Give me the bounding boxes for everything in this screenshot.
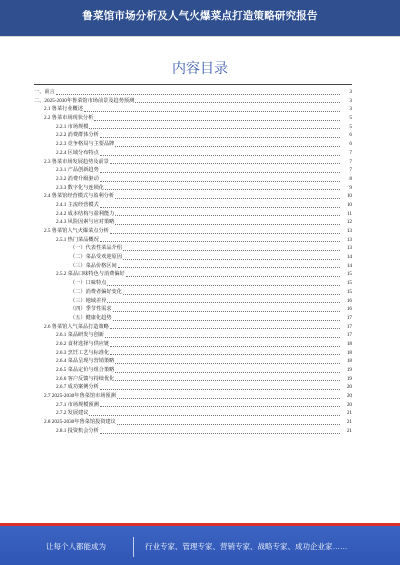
toc-entry-label: 2.8.1 投资机会分析	[56, 427, 99, 434]
toc-leader-dots	[94, 114, 340, 121]
toc-entry-page: 7	[349, 167, 352, 174]
toc-entry-label: 2.2.4 区域分布特点	[56, 149, 99, 156]
toc-leader-dots	[105, 184, 340, 191]
toc-entry[interactable]	[34, 227, 352, 236]
toc-entry-page: 20	[346, 393, 352, 400]
toc-entry-page: 3	[349, 106, 352, 113]
toc-entry-page: 9	[349, 184, 352, 191]
toc-leader-dots	[110, 340, 340, 347]
toc-entry-label: 2.4.3 风险因素与应对策略	[56, 219, 115, 226]
toc-entry-label: 2.6.7 成功案例分析	[56, 384, 99, 391]
toc-entry-page: 21	[346, 419, 352, 426]
toc-leader-dots	[115, 192, 340, 199]
page-header	[0, 0, 400, 36]
toc-leader-dots	[89, 409, 340, 416]
toc-entry[interactable]	[34, 340, 352, 349]
toc-entry-page: 8	[349, 175, 352, 182]
toc-leader-dots	[100, 236, 340, 243]
toc-leader-dots	[118, 262, 340, 269]
toc-entry[interactable]	[34, 427, 352, 436]
toc-entry-label: 2.5.2 菜品口味特色与消费偏好	[56, 271, 125, 278]
toc-leader-dots	[115, 366, 340, 373]
toc-entry-page: 5	[349, 115, 352, 122]
toc-entry-page: 10	[346, 201, 352, 208]
toc-entry-label: （二）菜品受欢迎原因	[70, 254, 122, 261]
toc-entry[interactable]	[34, 383, 352, 392]
toc-leader-dots	[113, 305, 340, 312]
toc-entry-page: 10	[346, 193, 352, 200]
toc-entry[interactable]	[34, 279, 352, 288]
toc-entry[interactable]	[34, 236, 352, 245]
toc-entry-label: 2.7 2025-2030年鲁菜馆市场预测	[44, 393, 116, 400]
toc-entry-label: 2.7.2 发展建议	[56, 410, 89, 417]
toc-entry-label: 二、2025-2030年鲁菜馆市场前景及趋势预测	[34, 97, 135, 104]
toc-entry[interactable]	[34, 401, 352, 410]
toc-leader-dots	[115, 375, 340, 382]
toc-entry-label: 2.6.5 菜品定价与组合策略	[56, 367, 115, 373]
toc-entry[interactable]	[34, 288, 352, 297]
report-title: 鲁菜馆市场分析及人气火爆菜点打造策略研究报告	[82, 10, 318, 22]
toc-entry[interactable]	[34, 357, 352, 366]
toc-entry[interactable]	[34, 166, 352, 175]
header-divider	[0, 36, 400, 37]
toc-entry-label: （五）健康化趋势	[70, 314, 112, 321]
toc-leader-dots	[110, 323, 340, 330]
toc-entry[interactable]	[34, 409, 352, 418]
toc-leader-dots	[100, 166, 340, 173]
toc-leader-dots	[100, 383, 340, 390]
toc-entry-page: 13	[346, 228, 352, 234]
toc-entry[interactable]	[34, 392, 352, 401]
toc-entry-page: 5	[349, 123, 352, 130]
toc-entry[interactable]	[34, 331, 352, 340]
toc-leader-dots	[113, 314, 340, 321]
toc-leader-dots	[123, 288, 340, 295]
toc-entry[interactable]	[34, 349, 352, 358]
toc-entry-page: 15	[346, 271, 352, 278]
toc-leader-dots	[100, 427, 340, 434]
toc-entry-label: 2.4.1 主流经营模式	[56, 201, 99, 208]
toc-leader-dots	[100, 401, 340, 408]
toc-entry-label: 2.7.1 市场规模预测	[56, 401, 99, 408]
toc-entry-page: 20	[346, 401, 352, 408]
toc-entry-label: 2.6.4 菜品呈现与营销策略	[56, 358, 115, 365]
toc-leader-dots	[110, 227, 340, 234]
toc-entry[interactable]	[34, 201, 352, 210]
toc-leader-dots	[115, 357, 340, 364]
toc-leader-dots	[110, 158, 340, 165]
toc-leader-dots	[100, 175, 340, 182]
toc-entry-label: （一）代表性菜品介绍	[70, 245, 122, 252]
toc-entry-page: 21	[346, 427, 352, 434]
toc-entry-label: （三）地域差异	[70, 297, 107, 304]
footer-divider	[133, 537, 134, 557]
toc-entry-page: 17	[346, 314, 352, 321]
toc-leader-dots	[89, 123, 340, 130]
toc-entry-label: （四）季节性需求	[70, 306, 112, 313]
toc-entry[interactable]	[34, 253, 352, 262]
toc-entry-label: 2.4.2 成本结构与盈利能力	[56, 210, 115, 217]
toc-entry-page: 6	[349, 132, 352, 139]
toc-entry-label: 2.6.1 菜品研发与创新	[56, 332, 104, 339]
toc-entry-page: 21	[346, 410, 352, 417]
toc-entry-label: 2.3.3 数字化与连锁化	[56, 184, 104, 191]
toc-entry-page: 19	[346, 367, 352, 373]
toc-entry[interactable]	[34, 192, 352, 201]
toc-entry-page: 20	[346, 384, 352, 391]
toc-entry[interactable]	[34, 105, 352, 114]
toc-entry-label: 2.3.2 消费升级驱动	[56, 175, 99, 182]
toc-entry-page: 16	[346, 306, 352, 313]
toc-entry[interactable]	[34, 158, 352, 167]
footer-accent-stripe	[0, 523, 400, 526]
toc-leader-dots	[135, 97, 340, 104]
toc-leader-dots	[110, 349, 340, 356]
toc-entry-page: 7	[349, 149, 352, 156]
toc-entry-page: 18	[346, 340, 352, 347]
toc-entry[interactable]	[34, 314, 352, 323]
toc-top-rule	[34, 84, 352, 85]
toc-entry-label: （二）消费者偏好变化	[70, 288, 122, 295]
table-of-contents	[34, 88, 352, 436]
toc-entry-label: 2.6.2 食材选择与供应链	[56, 340, 110, 347]
toc-entry-page: 13	[346, 245, 352, 252]
toc-entry-label: 2.1 鲁菜行业概述	[44, 106, 83, 113]
footer-slogan: 让每个人都能成为	[46, 542, 106, 551]
toc-leader-dots	[84, 105, 340, 112]
toc-entry-page: 15	[346, 280, 352, 287]
toc-entry[interactable]	[34, 297, 352, 306]
toc-entry[interactable]	[34, 262, 352, 271]
toc-entry-page: 18	[346, 349, 352, 356]
toc-entry-page: 7	[349, 158, 352, 165]
toc-entry-page: 11	[347, 210, 352, 217]
toc-entry-page: 15	[346, 288, 352, 295]
toc-entry[interactable]	[34, 140, 352, 149]
toc-leader-dots	[117, 418, 340, 425]
toc-entry[interactable]	[34, 123, 352, 132]
toc-entry-page: 17	[346, 323, 352, 330]
toc-entry[interactable]	[34, 305, 352, 314]
toc-leader-dots	[115, 210, 340, 217]
toc-entry-label: 2.4 鲁菜馆经营模式与盈利分析	[44, 193, 115, 200]
toc-leader-dots	[56, 88, 340, 95]
toc-leader-dots	[100, 131, 340, 138]
toc-leader-dots	[123, 244, 340, 251]
toc-entry-label: 一、前言	[34, 89, 55, 95]
toc-entry-page: 12	[346, 219, 352, 226]
toc-entry-label: （三）菜品价格区间	[70, 262, 117, 269]
toc-leader-dots	[100, 149, 340, 156]
toc-entry[interactable]	[34, 270, 352, 279]
toc-title: 内容目录	[172, 60, 228, 76]
toc-entry-page: 17	[346, 332, 352, 339]
toc-entry[interactable]	[34, 218, 352, 227]
toc-entry-label: 2.2 鲁菜市场现状分析	[44, 115, 94, 122]
toc-entry[interactable]	[34, 366, 352, 375]
toc-entry-label: 2.2.2 消费群体分析	[56, 132, 99, 139]
toc-entry-label: 2.6.3 烹饪工艺与标准化	[56, 349, 110, 356]
toc-entry-label: 2.2.1 市场规模	[56, 123, 89, 130]
toc-entry[interactable]	[34, 88, 352, 97]
toc-entry[interactable]	[34, 184, 352, 193]
toc-leader-dots	[123, 253, 340, 260]
toc-entry-label: 2.6.6 客户反馈与持续优化	[56, 375, 115, 382]
toc-entry[interactable]	[34, 131, 352, 140]
toc-entry[interactable]	[34, 175, 352, 184]
footer-tagline: 行业专家、管理专家、营销专家、战略专家、成功企业家……	[145, 542, 348, 551]
toc-entry[interactable]	[34, 244, 352, 253]
toc-entry-page: 3	[349, 89, 352, 95]
toc-entry-label: 2.8 2025-2030年鲁菜馆投资建议	[44, 419, 116, 426]
toc-entry-page: 3	[349, 97, 352, 104]
toc-entry-label: 2.3 鲁菜市场发展趋势及前景	[44, 158, 109, 165]
toc-leader-dots	[115, 218, 340, 225]
toc-leader-dots	[105, 331, 340, 338]
toc-entry[interactable]	[34, 210, 352, 219]
toc-entry-label: 2.2.3 竞争格局与主要品牌	[56, 141, 115, 148]
toc-entry-page: 14	[346, 262, 352, 269]
toc-entry-label: 2.5 鲁菜馆人气火爆菜点分析	[44, 228, 109, 234]
toc-entry-label: 2.6 鲁菜馆人气菜品打造策略	[44, 323, 109, 330]
toc-leader-dots	[107, 297, 340, 304]
toc-entry-page: 19	[346, 375, 352, 382]
toc-entry[interactable]	[34, 375, 352, 384]
toc-entry-label: （一）口味特点	[70, 280, 107, 287]
toc-entry-page: 18	[346, 358, 352, 365]
toc-entry-page: 16	[346, 297, 352, 304]
toc-entry[interactable]	[34, 97, 352, 106]
toc-entry-page: 13	[346, 236, 352, 243]
toc-entry-page: 6	[349, 141, 352, 148]
toc-leader-dots	[126, 270, 340, 277]
toc-entry[interactable]	[34, 323, 352, 332]
toc-leader-dots	[115, 140, 340, 147]
toc-entry-page: 14	[346, 254, 352, 261]
toc-entry-label: 2.3.1 产品创新趋势	[56, 167, 99, 174]
toc-entry[interactable]	[34, 418, 352, 427]
toc-leader-dots	[100, 201, 340, 208]
toc-leader-dots	[117, 392, 340, 399]
toc-entry-label: 2.5.1 热门菜品概况	[56, 236, 99, 243]
toc-entry[interactable]	[34, 114, 352, 123]
toc-entry[interactable]	[34, 149, 352, 158]
toc-leader-dots	[107, 279, 340, 286]
